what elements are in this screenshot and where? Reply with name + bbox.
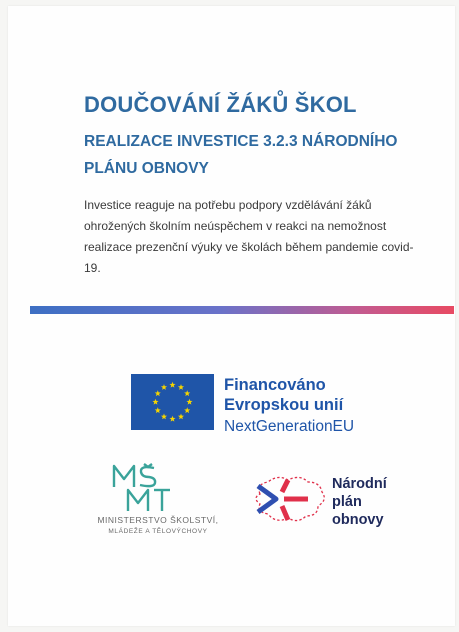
eu-star-icon	[184, 390, 190, 396]
national-plan-line2: plán	[332, 494, 362, 510]
eu-star-icon	[152, 399, 158, 405]
national-plan-line3: obnovy	[332, 512, 384, 528]
eu-star-icon	[169, 416, 175, 422]
eu-funding-label	[224, 375, 354, 438]
page-subtitle: REALIZACE INVESTICE 3.2.3 NÁRODNÍHO PLÁNU OBNOVY	[84, 133, 398, 177]
eu-star-icon	[169, 382, 175, 388]
eu-star-icon	[184, 407, 190, 413]
msmt-name-line2: MLÁDEŽE A TĚLOVÝCHOVY	[108, 528, 208, 535]
gradient-divider	[30, 306, 454, 314]
eu-flag-icon	[131, 374, 214, 430]
eu-star-icon	[178, 414, 184, 420]
eu-star-icon	[178, 384, 184, 390]
msmt-logo	[110, 463, 190, 515]
eu-star-icon	[161, 384, 167, 390]
page-title: DOUČOVÁNÍ ŽÁKŮ ŠKOL	[84, 92, 357, 117]
national-plan-logo	[248, 468, 330, 532]
eu-star-icon	[186, 399, 192, 405]
eu-funding-line2: Evropskou unií	[224, 396, 344, 414]
eu-star-icon	[161, 414, 167, 420]
msmt-name-line1: MINISTERSTVO ŠKOLSTVÍ,	[97, 515, 219, 525]
msmt-name	[78, 515, 238, 537]
eu-star-icon	[155, 390, 161, 396]
description-text: Investice reaguje na potřebu podpory vzdělávání žáků ohrožených školním neúspěchem v reakci na nemožnost realizace prezenční výuky ve školách během pandemie covid-19.	[84, 198, 414, 275]
national-plan-label	[332, 475, 387, 529]
eu-star-icon	[155, 407, 161, 413]
eu-funding-line1: Financováno	[224, 376, 326, 394]
national-plan-line1: Národní	[332, 476, 387, 492]
eu-funding-line3: NextGenerationEU	[224, 418, 355, 435]
